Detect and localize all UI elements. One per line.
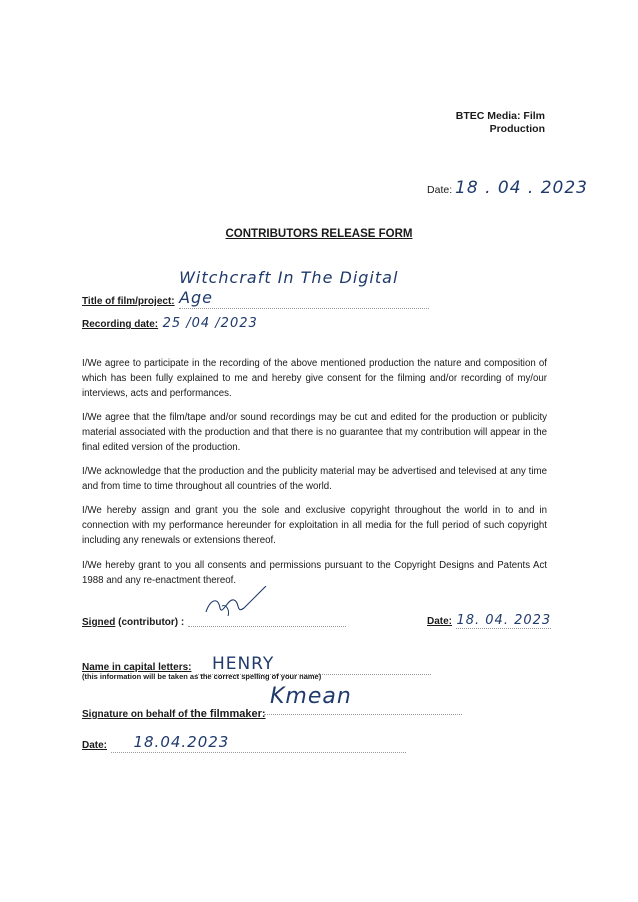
signed-field bbox=[82, 612, 184, 630]
paragraph-2: I/We agree that the film/tape and/or sound recordings may be cut and edited for the production or publicity material associated with the production and that there is no guarantee that my contribution will appear in the final edited version of the production. bbox=[82, 412, 547, 453]
paragraph-4: I/We hereby assign and grant you the sole and exclusive copyright throughout the world in to and in connection with my performance hereunder for exploitation in all media for the full period of such copyright including any renewals or extensions thereof. bbox=[82, 505, 547, 546]
paragraph-3: I/We acknowledge that the production and the publicity material may be advertised and televised at any time and from time to time throughout all countries of the world. bbox=[82, 466, 547, 492]
header-block bbox=[345, 110, 545, 136]
top-date bbox=[427, 178, 588, 198]
filmmaker-signature: Kmean bbox=[270, 684, 352, 709]
contributor-signature bbox=[188, 598, 346, 627]
title-label: Title of film/project: bbox=[82, 296, 175, 307]
name-value: HENRY bbox=[211, 654, 275, 674]
filmmaker-label-a: Signature on behalf of bbox=[82, 709, 191, 720]
signed-date-label: Date: bbox=[427, 616, 453, 627]
paragraph-1: I/We agree to participate in the recording of the above mentioned production the nature and composition of which has been fully explained to me and hereby give consent for the filming and/or recording of my/our interviews, acts and performances. bbox=[82, 358, 547, 399]
title-field bbox=[82, 268, 442, 309]
header-line-2: Production bbox=[489, 123, 545, 135]
final-date-value: 18.04.2023 bbox=[133, 733, 230, 751]
signed-label: Signed bbox=[82, 617, 116, 628]
final-date-label: Date: bbox=[82, 740, 108, 751]
top-date-label: Date: bbox=[427, 184, 453, 196]
signed-date-field bbox=[427, 611, 551, 629]
name-label: Name in capital letters: bbox=[82, 662, 192, 673]
filmmaker-signature-line bbox=[264, 684, 462, 715]
paragraph-5: I/We hereby grant to you all consents and permissions pursuant to the Copyright Designs and Patents Act 1988 and any re-enactment thereof. bbox=[82, 560, 547, 586]
name-note: (this information will be taken as the correct spelling of your name) bbox=[82, 672, 322, 681]
recording-field bbox=[82, 314, 258, 332]
recording-label: Recording date: bbox=[82, 319, 159, 330]
signed-suffix: (contributor) : bbox=[115, 617, 185, 628]
filmmaker-label-b: the filmmaker: bbox=[190, 708, 266, 720]
contributor-signature-scribble bbox=[200, 586, 280, 622]
form-title: CONTRIBUTORS RELEASE FORM bbox=[225, 228, 413, 240]
filmmaker-field bbox=[82, 704, 266, 722]
recording-value: 25 /04 /2023 bbox=[162, 316, 258, 331]
signed-date-value: 18. 04. 2023 bbox=[456, 613, 552, 628]
title-value: Witchcraft In The Digital Age bbox=[179, 268, 399, 307]
final-date-field bbox=[82, 733, 406, 753]
top-date-value: 18 . 04 . 2023 bbox=[455, 178, 588, 198]
header-line-1: BTEC Media: Film bbox=[455, 110, 545, 122]
